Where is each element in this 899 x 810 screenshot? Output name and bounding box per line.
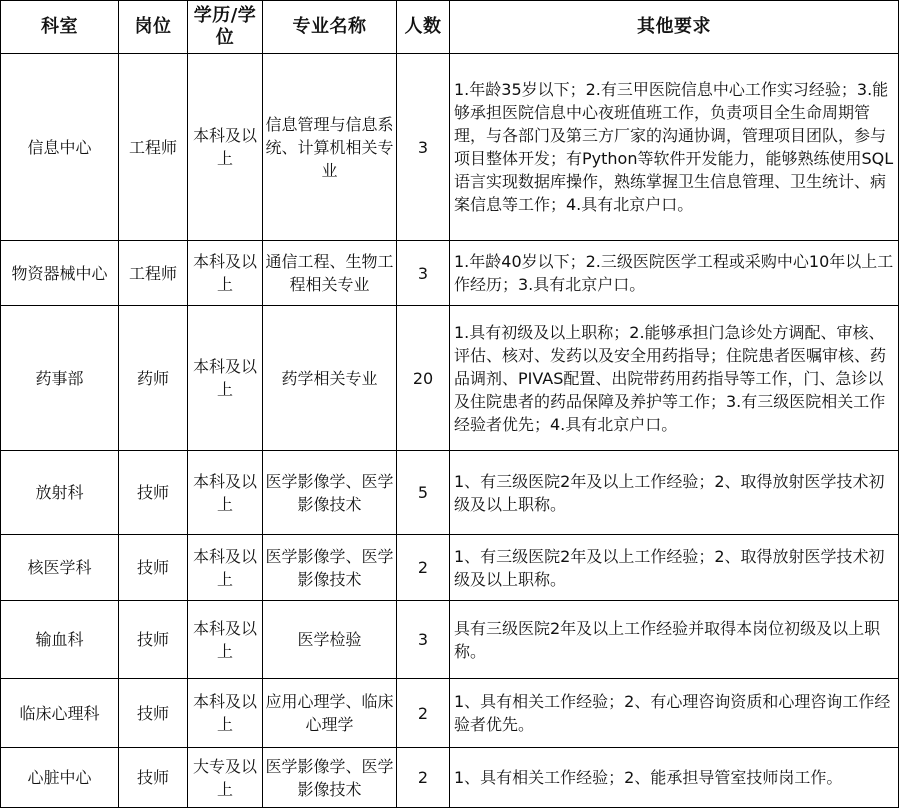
cell-count: 20 xyxy=(397,306,450,451)
cell-post: 技师 xyxy=(119,679,188,748)
header-post: 岗位 xyxy=(119,1,188,54)
table-row xyxy=(1,241,899,306)
cell-count: 5 xyxy=(397,451,450,535)
table-row xyxy=(1,535,899,601)
cell-edu: 本科及以上 xyxy=(188,535,263,601)
cell-count: 2 xyxy=(397,748,450,808)
header-major: 专业名称 xyxy=(263,1,397,54)
table-row xyxy=(1,748,899,808)
cell-count: 2 xyxy=(397,679,450,748)
cell-major: 通信工程、生物工程相关专业 xyxy=(263,241,397,306)
cell-post: 工程师 xyxy=(119,54,188,241)
cell-dept: 物资器械中心 xyxy=(1,241,119,306)
table-row xyxy=(1,679,899,748)
cell-count: 3 xyxy=(397,54,450,241)
header-req: 其他要求 xyxy=(450,1,899,54)
cell-major: 医学检验 xyxy=(263,601,397,679)
cell-requirements: 1.年龄40岁以下；2.三级医院医学工程或采购中心10年以上工作经历；3.具有北京户口。 xyxy=(450,241,899,306)
table-row xyxy=(1,306,899,451)
cell-post: 技师 xyxy=(119,601,188,679)
cell-edu: 本科及以上 xyxy=(188,679,263,748)
cell-major: 药学相关专业 xyxy=(263,306,397,451)
cell-requirements: 1、具有相关工作经验；2、能承担导管室技师岗工作。 xyxy=(450,748,899,808)
table-header xyxy=(1,1,899,54)
cell-edu: 本科及以上 xyxy=(188,601,263,679)
header-dept: 科室 xyxy=(1,1,119,54)
cell-edu: 大专及以上 xyxy=(188,748,263,808)
cell-requirements: 1.具有初级及以上职称；2.能够承担门急诊处方调配、审核、评估、核对、发药以及安全用药指导；住院患者医嘱审核、药品调剂、PIVAS配置、出院带药用药指导等工作，门、急诊以及住院患者的药品保障及养护等工作；3.有三级医院相关工作经验者优先；4.具有北京户口。 xyxy=(450,306,899,451)
header-count: 人数 xyxy=(397,1,450,54)
cell-edu: 本科及以上 xyxy=(188,241,263,306)
cell-dept: 放射科 xyxy=(1,451,119,535)
cell-dept: 药事部 xyxy=(1,306,119,451)
cell-dept: 临床心理科 xyxy=(1,679,119,748)
cell-major: 应用心理学、临床心理学 xyxy=(263,679,397,748)
cell-edu: 本科及以上 xyxy=(188,306,263,451)
cell-requirements: 具有三级医院2年及以上工作经验并取得本岗位初级及以上职称。 xyxy=(450,601,899,679)
cell-dept: 输血科 xyxy=(1,601,119,679)
cell-post: 药师 xyxy=(119,306,188,451)
cell-requirements: 1、具有相关工作经验；2、有心理咨询资质和心理咨询工作经验者优先。 xyxy=(450,679,899,748)
header-edu: 学历/学位 xyxy=(188,1,263,54)
header-row xyxy=(1,1,899,54)
table-body xyxy=(1,54,899,808)
cell-dept: 心脏中心 xyxy=(1,748,119,808)
cell-count: 3 xyxy=(397,241,450,306)
cell-count: 2 xyxy=(397,535,450,601)
cell-major: 医学影像学、医学影像技术 xyxy=(263,451,397,535)
cell-requirements: 1.年龄35岁以下；2.有三甲医院信息中心工作实习经验；3.能够承担医院信息中心夜班值班工作，负责项目全生命周期管理，与各部门及第三方厂家的沟通协调，管理项目团队，参与项目整体开发；有Python等软件开发能力，能够熟练使用SQL语言实现数据库操作，熟练掌握卫生信息管理、卫生统计、病案信息等工作；4.具有北京户口。 xyxy=(450,54,899,241)
cell-requirements: 1、有三级医院2年及以上工作经验；2、取得放射医学技术初级及以上职称。 xyxy=(450,535,899,601)
cell-post: 技师 xyxy=(119,535,188,601)
cell-dept: 核医学科 xyxy=(1,535,119,601)
table-row xyxy=(1,601,899,679)
cell-post: 技师 xyxy=(119,451,188,535)
cell-edu: 本科及以上 xyxy=(188,54,263,241)
cell-post: 工程师 xyxy=(119,241,188,306)
cell-major: 医学影像学、医学影像技术 xyxy=(263,748,397,808)
cell-requirements: 1、有三级医院2年及以上工作经验；2、取得放射医学技术初级及以上职称。 xyxy=(450,451,899,535)
cell-count: 3 xyxy=(397,601,450,679)
cell-post: 技师 xyxy=(119,748,188,808)
cell-major: 医学影像学、医学影像技术 xyxy=(263,535,397,601)
cell-major: 信息管理与信息系统、计算机相关专业 xyxy=(263,54,397,241)
table-row xyxy=(1,451,899,535)
cell-edu: 本科及以上 xyxy=(188,451,263,535)
cell-dept: 信息中心 xyxy=(1,54,119,241)
table-row xyxy=(1,54,899,241)
